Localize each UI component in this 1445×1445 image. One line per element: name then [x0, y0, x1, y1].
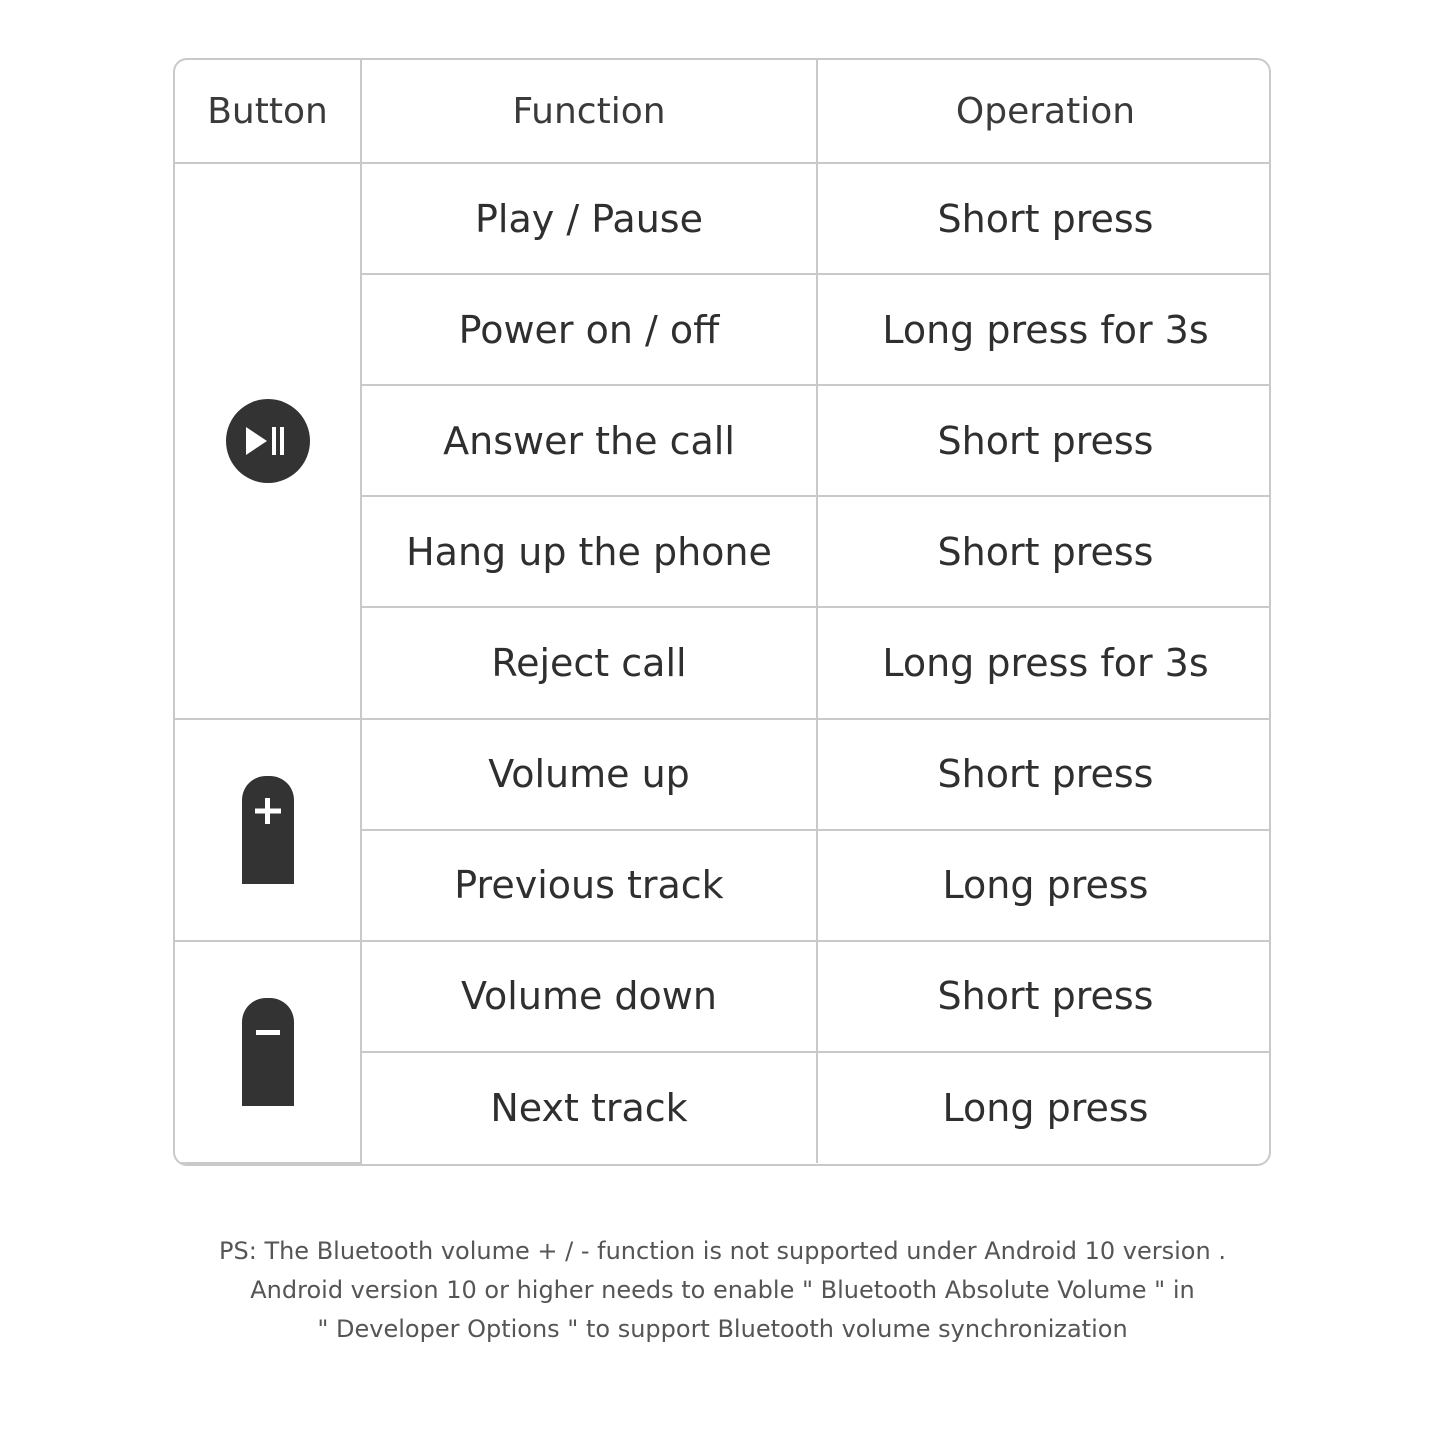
header-operation: Operation: [817, 60, 1271, 163]
button-cell-play-pause: [175, 163, 361, 718]
function-cell: Previous track: [361, 830, 817, 941]
button-cell-volume-down: [175, 941, 361, 1163]
button-cell-volume-up: [175, 719, 361, 941]
volume-down-button-icon: [242, 998, 294, 1106]
function-cell: Next track: [361, 1052, 817, 1163]
table-header-row: [175, 60, 1271, 163]
operation-cell: Short press: [817, 496, 1271, 607]
function-cell: Volume down: [361, 941, 817, 1052]
function-cell: Answer the call: [361, 385, 817, 496]
note-line: PS: The Bluetooth volume + / - function is not supported under Android 10 version .: [219, 1237, 1226, 1265]
ps-note: [0, 1232, 1445, 1349]
operation-cell: Long press for 3s: [817, 274, 1271, 385]
button-function-table: [173, 58, 1271, 1166]
operation-cell: Short press: [817, 941, 1271, 1052]
operation-cell: Short press: [817, 163, 1271, 274]
table-row: [175, 941, 1271, 1052]
function-cell: Play / Pause: [361, 163, 817, 274]
function-cell: Hang up the phone: [361, 496, 817, 607]
play-pause-button-icon: [225, 398, 311, 484]
function-cell: Reject call: [361, 607, 817, 718]
header-function: Function: [361, 60, 817, 163]
note-line: Android version 10 or higher needs to enable " Bluetooth Absolute Volume " in: [250, 1276, 1195, 1304]
operation-cell: Long press: [817, 1052, 1271, 1163]
note-line: " Developer Options " to support Bluetooth volume synchronization: [317, 1315, 1128, 1343]
operation-cell: Short press: [817, 719, 1271, 830]
operation-cell: Long press: [817, 830, 1271, 941]
function-cell: Volume up: [361, 719, 817, 830]
header-button: Button: [175, 60, 361, 163]
operation-cell: Long press for 3s: [817, 607, 1271, 718]
volume-up-button-icon: [242, 776, 294, 884]
table-row: [175, 163, 1271, 274]
function-cell: Power on / off: [361, 274, 817, 385]
operation-cell: Short press: [817, 385, 1271, 496]
table-row: [175, 719, 1271, 830]
